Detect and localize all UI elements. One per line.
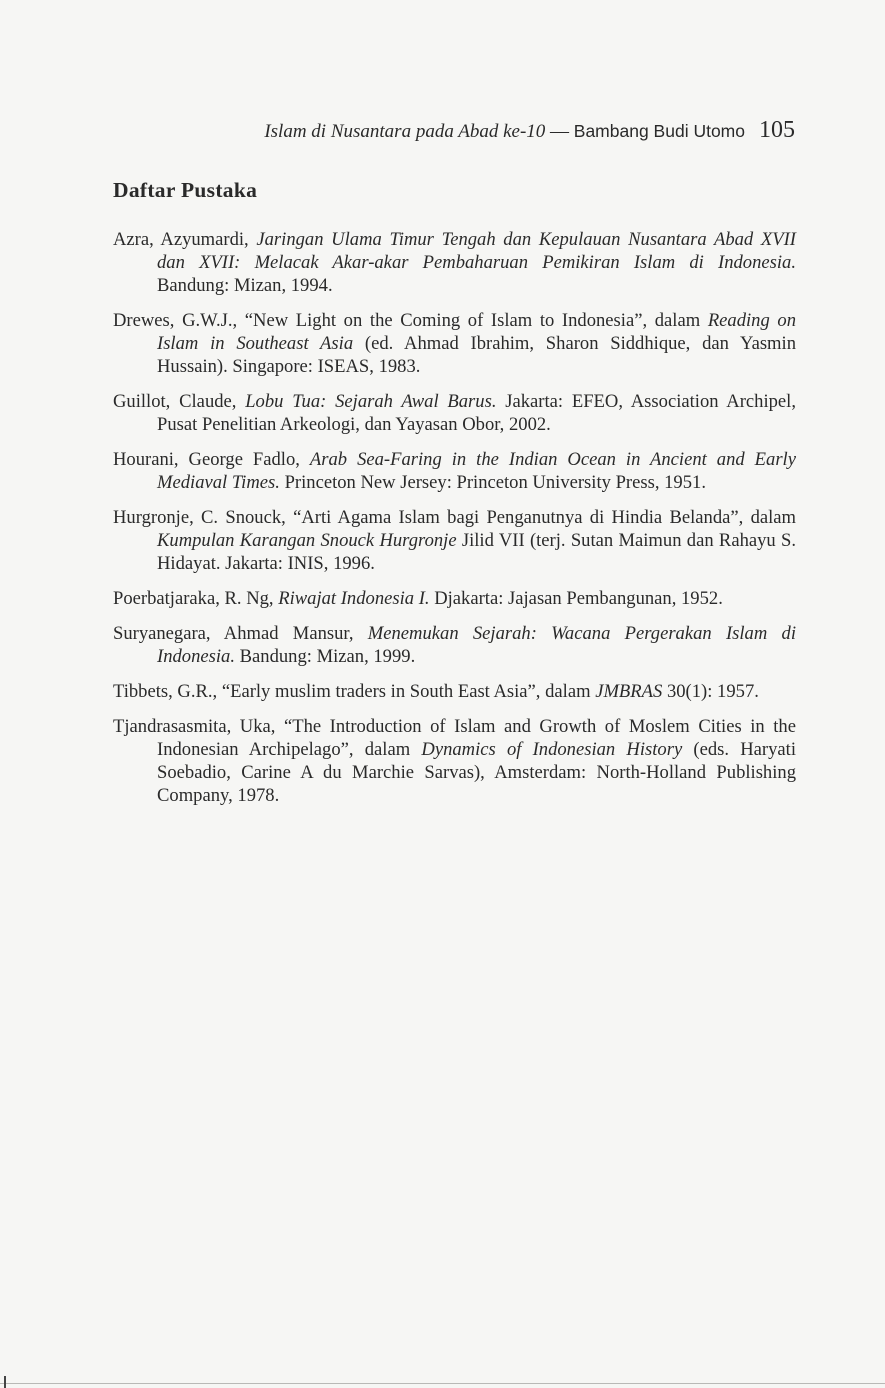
section-title: Daftar Pustaka <box>113 178 258 202</box>
scan-edge-mark <box>4 1376 6 1388</box>
entry-publication: Bandung: Mizan, 1994. <box>157 275 333 296</box>
entry-author: Hourani, George Fadlo, <box>113 449 310 470</box>
entry-title: Dynamics of Indonesian History <box>421 739 683 760</box>
entry-title: JMBRAS <box>595 681 663 702</box>
running-header-separator: — <box>545 121 574 142</box>
entry-title: Menemukan Sejarah: Wacana Pergerakan Islam di Indonesia. <box>157 623 796 667</box>
running-header <box>264 116 795 146</box>
bibliography-entry <box>113 715 796 807</box>
page-bottom-rule <box>0 1383 885 1384</box>
entry-author: Tibbets, G.R., “Early muslim traders in South East Asia”, dalam <box>113 681 596 702</box>
entry-author: Suryanegara, Ahmad Mansur, <box>113 623 368 644</box>
entry-title: Reading on Islam in Southeast Asia <box>157 310 796 354</box>
entry-title: Jaringan Ulama Timur Tengah dan Kepulauan Nusantara Abad XVII dan XVII: Melacak Akar-akar Pembaharuan Pemikiran Islam di Indonesia. <box>157 229 796 273</box>
bibliography-entry <box>113 309 796 378</box>
running-header-title: Islam di Nusantara pada Abad ke-10 <box>264 121 546 142</box>
entry-publication: Princeton New Jersey: Princeton University Press, 1951. <box>279 472 706 493</box>
entry-author: Hurgronje, C. Snouck, “Arti Agama Islam bagi Penganutnya di Hindia Belanda”, dalam <box>113 507 796 528</box>
entry-author: Azra, Azyumardi, <box>113 229 257 250</box>
bibliography-entry <box>113 622 796 668</box>
entry-publication: Djakarta: Jajasan Pembangunan, 1952. <box>429 588 723 609</box>
bibliography-entry <box>113 228 796 297</box>
bibliography-entry <box>113 390 796 436</box>
entry-publication: Bandung: Mizan, 1999. <box>234 646 416 667</box>
entry-title: Kumpulan Karangan Snouck Hurgronje <box>157 530 457 551</box>
entry-publication: Jilid VII (terj. Sutan Maimun dan Rahayu S. Hidayat. Jakarta: INIS, 1996. <box>157 530 796 574</box>
bibliography-entry <box>113 506 796 575</box>
bibliography-list <box>113 228 796 819</box>
entry-author: Tjandrasasmita, Uka, “The Introduction of Islam and Growth of Moslem Cities in the Indonesian Archipelago”, dalam <box>113 716 796 760</box>
running-header-author: Bambang Budi Utomo <box>573 121 745 141</box>
entry-publication: Jakarta: EFEO, Association Archipel, Pusat Penelitian Arkeologi, dan Yayasan Obor, 2002. <box>157 391 796 435</box>
entry-title: Arab Sea-Faring in the Indian Ocean in Ancient and Early Mediaval Times. <box>157 449 796 493</box>
entry-publication: (eds. Haryati Soebadio, Carine A du Marchie Sarvas), Amsterdam: North-Holland Publishing Company, 1978. <box>157 739 796 806</box>
entry-title: Lobu Tua: Sejarah Awal Barus. <box>245 391 497 412</box>
bibliography-entry <box>113 680 796 703</box>
bibliography-entry <box>113 587 796 610</box>
entry-author: Drewes, G.W.J., “New Light on the Coming of Islam to Indonesia”, dalam <box>113 310 708 331</box>
entry-author: Guillot, Claude, <box>113 391 246 412</box>
bibliography-entry <box>113 448 796 494</box>
entry-publication: (ed. Ahmad Ibrahim, Sharon Siddhique, dan Yasmin Hussain). Singapore: ISEAS, 1983. <box>157 333 796 377</box>
entry-title: Riwajat Indonesia I. <box>278 588 430 609</box>
page-number: 105 <box>759 117 795 143</box>
entry-author: Poerbatjaraka, R. Ng, <box>113 588 279 609</box>
entry-publication: 30(1): 1957. <box>662 681 759 702</box>
